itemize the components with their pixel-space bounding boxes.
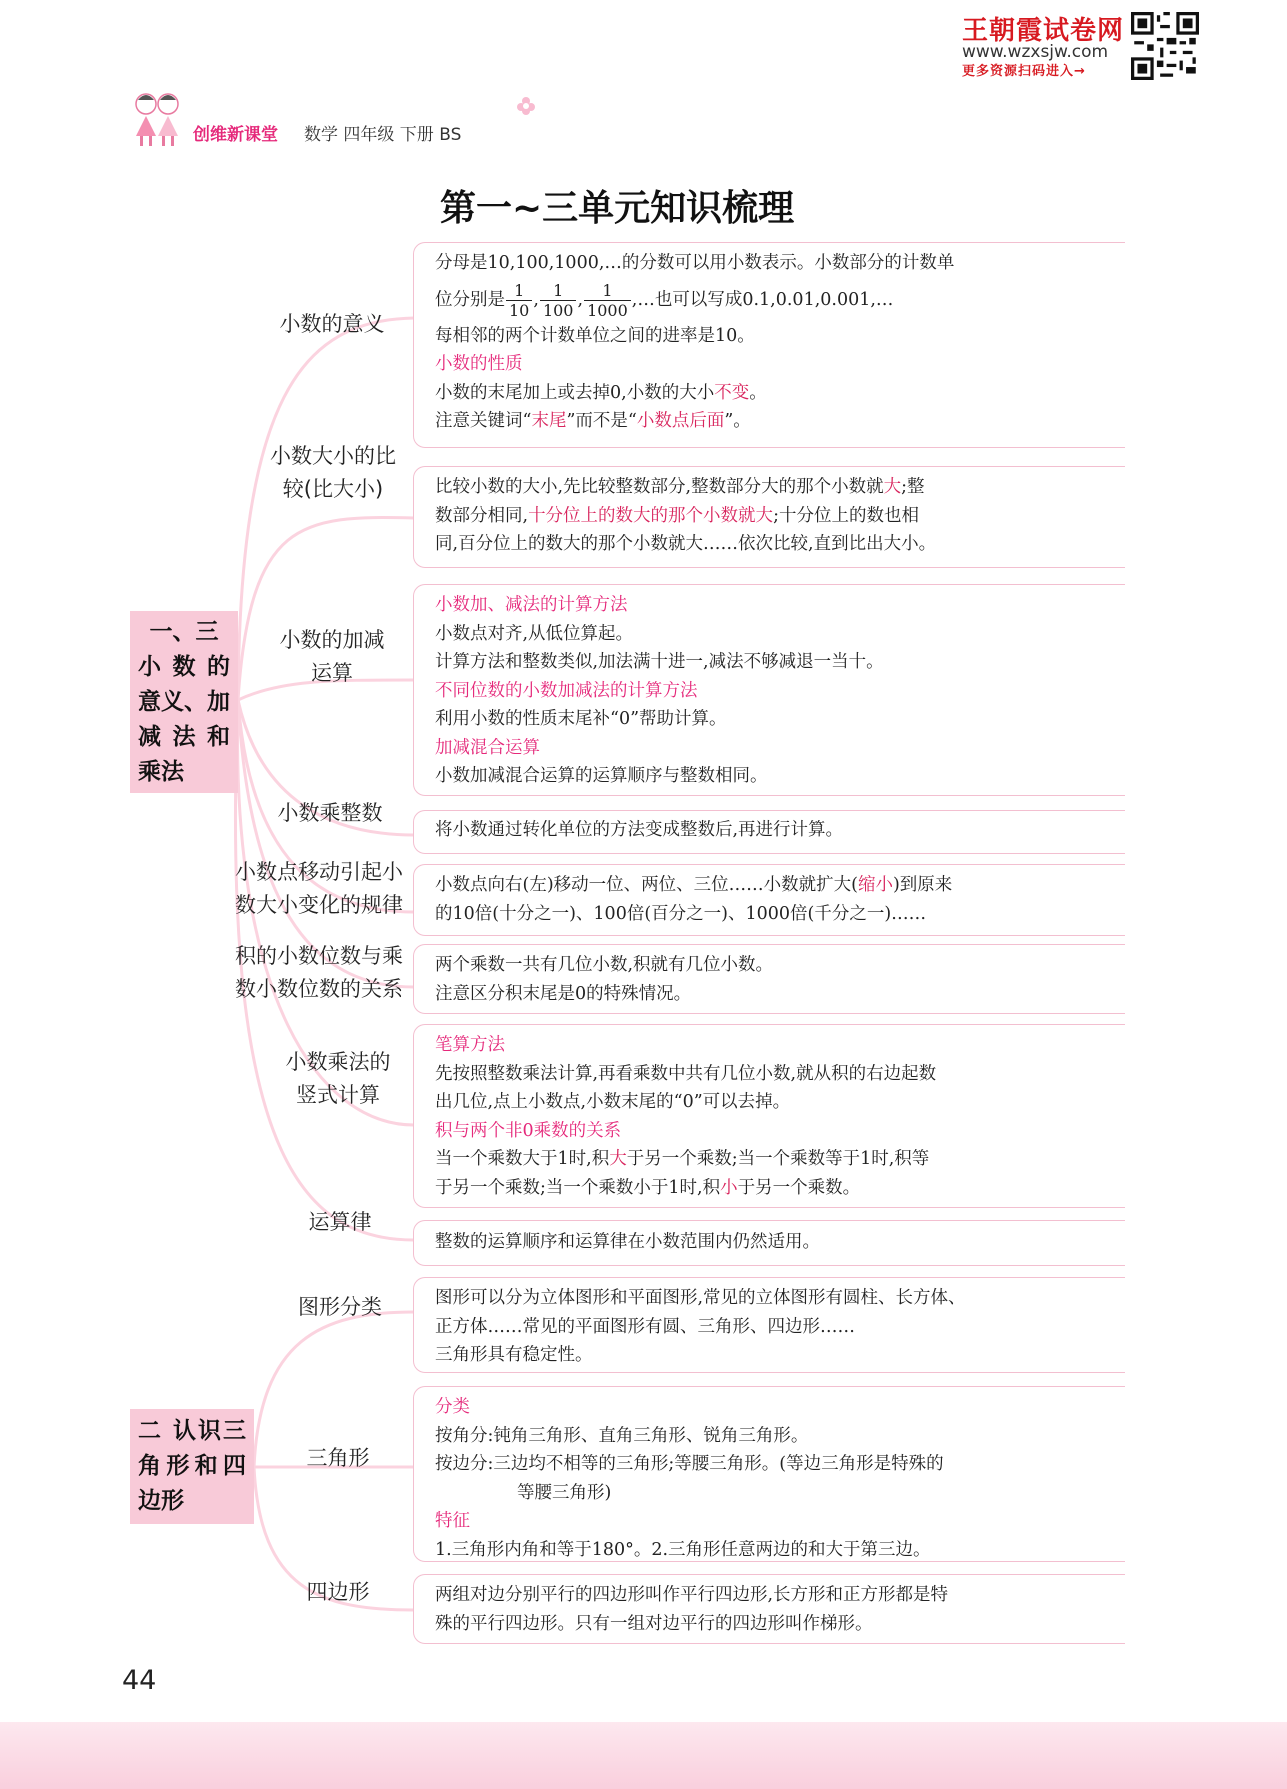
content-heading: 分类: [435, 1397, 470, 1417]
content-line: 小数点向右(左)移动一位、两位、三位……小数就扩大(缩小)到原来: [435, 875, 953, 895]
content-line: 殊的平行四边形。只有一组对边平行的四边形叫作梯形。: [435, 1613, 873, 1634]
content-line: 于另一个乘数;当一个乘数小于1时,积小于另一个乘数。: [435, 1177, 861, 1198]
content-text: 位分别是: [435, 289, 505, 310]
category-line: 二 认识三: [138, 1418, 246, 1444]
content-line: 出几位,点上小数点,小数末尾的“0”可以去掉。: [435, 1092, 791, 1112]
content-line: 的10倍(十分之一)、100倍(百分之一)、1000倍(千分之一)……: [435, 903, 927, 924]
content-line: 小数加减混合运算的运算顺序与整数相同。: [435, 766, 768, 786]
category-line: 一、三: [149, 619, 219, 645]
content-line: 数部分相同,十分位上的数大的那个小数就大;十分位上的数也相: [435, 505, 919, 526]
topic-label-line: 数小数位数的关系: [235, 977, 403, 1001]
category-line: 乘法: [138, 759, 184, 785]
content-box-addsub: [413, 584, 1125, 796]
topic-label-line: 三角形: [306, 1446, 370, 1470]
content-box-digits: [413, 944, 1125, 1014]
subject-info: 数学 四年级 下册 BS: [304, 125, 462, 145]
category-line: 意义、加: [138, 689, 230, 715]
content-box-compare: [413, 466, 1125, 568]
content-line: 利用小数的性质末尾补“0”帮助计算。: [435, 709, 727, 729]
fraction: $\frac{1}{10}$: [506, 281, 532, 320]
bottom-decoration-band: [0, 1722, 1287, 1789]
content-line: 注意关键词“末尾”而不是“小数点后面”。: [435, 411, 751, 431]
content-line: 小数的末尾加上或去掉0,小数的大小不变。: [435, 382, 767, 403]
content-line-fractions: 位分别是 $\frac{1}{10}$ , $\frac{1}{100}$ , $\frac{1}{1000}$ ,…也可以写成0.1,0.01,0.001,…: [435, 280, 894, 320]
content-box-laws: [413, 1220, 1125, 1266]
fraction: $\frac{1}{1000}$: [584, 281, 631, 320]
content-heading: 笔算方法: [435, 1035, 505, 1055]
topic-label-move: [226, 856, 412, 922]
category-decimals: [130, 611, 238, 793]
topic-label-shape-types: [290, 1291, 390, 1324]
topic-label-line: 小数的加减: [279, 628, 385, 652]
content-heading: 不同位数的小数加减法的计算方法: [435, 680, 698, 701]
topic-label-line: 较(比大小): [282, 477, 384, 501]
content-line: 两组对边分别平行的四边形叫作平行四边形,长方形和正方形都是特: [435, 1585, 949, 1605]
brand-name: 创维新课堂: [193, 125, 278, 145]
watermark-tagline: 更多资源扫码进入→: [962, 64, 1086, 79]
topic-label-line: 竖式计算: [296, 1083, 380, 1107]
content-line: 分母是10,100,1000,…的分数可以用小数表示。小数部分的计数单: [435, 253, 955, 273]
topic-label-line: 运算: [311, 661, 353, 685]
topic-label-line: 四边形: [306, 1580, 370, 1604]
content-line: 按角分:钝角三角形、直角三角形、锐角三角形。: [435, 1425, 809, 1446]
content-line: 三角形具有稳定性。: [435, 1345, 593, 1365]
content-line: 正方体……常见的平面图形有圆、三角形、四边形……: [435, 1316, 855, 1337]
topic-label-line: 运算律: [308, 1210, 372, 1234]
content-heading: 特征: [435, 1511, 470, 1531]
topic-label-mult-int: [266, 797, 394, 830]
content-heading: 积与两个非0乘数的关系: [435, 1120, 622, 1141]
topic-label-vertical: [274, 1046, 402, 1112]
content-heading: 小数加、减法的计算方法: [435, 595, 628, 615]
content-line: 将小数通过转化单位的方法变成整数后,再进行计算。: [435, 820, 844, 840]
page-title: 第一~三单元知识梳理: [440, 188, 795, 229]
topic-label-line: 小数乘法的: [285, 1050, 391, 1074]
topic-label-line: 数大小变化的规律: [235, 893, 403, 917]
content-box-shapes: [413, 1277, 1125, 1373]
topic-label-quad: [298, 1576, 378, 1609]
category-shapes: [130, 1409, 254, 1524]
category-line: 角形和四: [138, 1453, 246, 1479]
content-line: 比较小数的大小,先比较整数部分,整数部分大的那个小数就大;整: [435, 477, 925, 497]
content-line: 小数点对齐,从低位算起。: [435, 623, 634, 644]
watermark-site-name: 王朝霞试卷网: [962, 16, 1125, 46]
topic-label-line: 积的小数位数与乘: [235, 944, 403, 968]
content-line: 先按照整数乘法计算,再看乘数中共有几位小数,就从积的右边起数: [435, 1063, 937, 1084]
topic-label-line: 小数大小的比: [270, 444, 396, 468]
topic-label-addsub: [268, 624, 396, 690]
content-line: 1.三角形内角和等于180°。2.三角形任意两边的和大于第三边。: [435, 1539, 931, 1560]
fraction: $\frac{1}{100}$: [540, 281, 577, 320]
page-number: 44: [122, 1665, 157, 1696]
content-heading: 小数的性质: [435, 354, 523, 374]
topic-label-line: 图形分类: [298, 1295, 382, 1319]
content-box-mult-int: [413, 810, 1125, 854]
topic-label-meaning: [270, 308, 394, 341]
content-heading: 加减混合运算: [435, 737, 540, 758]
content-line: 注意区分积末尾是0的特殊情况。: [435, 983, 692, 1004]
topic-label-triangle: [298, 1442, 378, 1475]
content-line: 同,百分位上的数大的那个小数就大……依次比较,直到比出大小。: [435, 534, 937, 554]
content-text: ,…也可以写成0.1,0.01,0.001,…: [631, 289, 894, 310]
content-line: 两个乘数一共有几位小数,积就有几位小数。: [435, 955, 774, 975]
watermark-url[interactable]: www.wzxsjw.com: [962, 42, 1109, 62]
content-line: 等腰三角形): [517, 1482, 612, 1503]
content-line: 计算方法和整数类似,加法满十进一,减法不够减退一当十。: [435, 652, 884, 672]
content-line: 每相邻的两个计数单位之间的进率是10。: [435, 325, 755, 346]
content-box-meaning: [413, 242, 1125, 448]
topic-label-line: 小数乘整数: [277, 801, 383, 825]
content-line: 按边分:三边均不相等的三角形;等腰三角形。(等边三角形是特殊的: [435, 1454, 944, 1474]
topic-label-line: 小数点移动引起小: [235, 860, 403, 884]
category-line: 减 法 和: [138, 724, 230, 750]
content-line: 图形可以分为立体图形和平面图形,常见的立体图形有圆柱、长方体、: [435, 1288, 966, 1308]
content-line: 当一个乘数大于1时,积大于另一个乘数;当一个乘数等于1时,积等: [435, 1149, 930, 1169]
category-line: 边形: [138, 1488, 184, 1514]
category-line: 小 数 的: [138, 654, 230, 680]
content-box-vertical: [413, 1024, 1125, 1208]
topic-label-laws: [300, 1206, 380, 1239]
content-box-quad: [413, 1574, 1125, 1644]
topic-label-line: 小数的意义: [279, 312, 385, 336]
topic-label-digits: [226, 940, 412, 1006]
content-box-move: [413, 864, 1125, 936]
content-box-triangle: [413, 1386, 1125, 1562]
content-line: 整数的运算顺序和运算律在小数范围内仍然适用。: [435, 1232, 820, 1252]
topic-label-compare: [260, 440, 406, 506]
